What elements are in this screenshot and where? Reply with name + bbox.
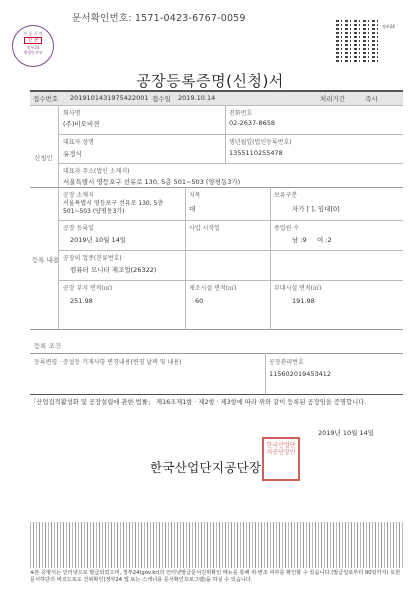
processing-value: 즉시 [365,95,378,103]
receipt-header [30,90,403,106]
industry-label: 공장의 업종(분류번호) [63,255,122,262]
birth-label: 생년월일(법인등록번호) [229,139,292,146]
addr-label: 대표자 주소(법인 소재지) [63,168,130,175]
site-area-value: 251.98 [70,297,93,305]
rep-label: 대표자 성명 [63,139,94,146]
mgmt-no-label: 공장관리번호 [269,359,304,366]
land-value: 대 [189,205,196,213]
rep-name: 유정식 [63,150,82,158]
addr-value: 서울특별시 영등포구 선유로 130, 5층 501~503 (양평동3가) [63,178,241,186]
factory-addr-label: 공장 소재지 [63,192,94,199]
receipt-no: 2019101431975422001 [70,94,149,102]
seal-mid-text: 정부24 [26,45,40,50]
factory-addr-value: 서울특별시 영등포구 선유로 130, 5층 501~503 (양평동3가) [63,200,164,215]
reg-date-label: 공장 등록일 [63,225,94,232]
company-label: 회사명 [63,110,81,117]
ownership-label: 보유구분 [274,192,298,199]
site-area-label: 공장 부지 면적(㎡) [63,285,113,292]
phone-value: 02-2637-8658 [229,119,276,127]
land-label: 지목 [189,192,201,199]
page-title: 공장등록증명(신청)서 [136,72,284,90]
certification-note: 「산업집적활성화 및 공장설립에 관한 법률」 제16조제1항 · 제2항 · 제3항에 따라 위와 같이 등록된 공장임을 증명합니다. [30,399,367,406]
mfg-area-value: 60 [195,297,204,305]
seal-mark: 진 본 [24,37,41,44]
birth-value: 1355110255478 [229,149,283,157]
reg-date-value: 2019년 10월 14일 [70,236,127,244]
authentication-seal [12,25,54,67]
history-label: 등록변경 · 증설등 기재사항 변경내용(변경 날짜 및 내용) [34,359,182,366]
document-check-number: 문서확인번호: 1571-0423-6767-0059 [72,13,246,24]
form-grid [30,105,403,395]
receipt-date: 2019.10.14 [178,94,216,102]
aux-area-label: 부대시설 면적(㎡) [274,285,322,292]
seal-bottom-text: 행정안전부 [23,50,43,55]
registration-section-label: 등록 내용 [32,256,60,264]
mgmt-no-value: 115602019453412 [269,370,332,378]
qr-code [336,20,378,62]
mfg-area-label: 제조시설 면적(㎡) [189,285,237,292]
employees-value: 남 :9 여 :2 [292,236,332,244]
receipt-no-label: 접수번호 [33,95,59,103]
issuer-name: 한국산업단지공단장 [150,460,262,475]
receipt-date-label: 접수일 [152,95,171,103]
seal-top-text: 인 증 기 관 [23,31,43,36]
employees-label: 종업원 수 [274,225,300,232]
company-name: (주)비오비젼 [63,120,100,128]
applicant-section-label: 신청인 [34,154,53,162]
aux-area-value: 191.98 [292,297,315,305]
condition-label: 등록 조건 [34,342,62,350]
phone-label: 전화번호 [229,110,253,117]
ownership-value: 자가 [ ], 임대[0] [292,205,340,213]
document-barcode [30,522,403,568]
industry-value: 컴퓨터 모니터 제조업(26322) [70,266,157,274]
official-stamp: 한국산업단지공단장인 [262,437,300,481]
qr-label: 정부24 [382,24,395,29]
start-label: 사업 시작일 [189,225,220,232]
footer-notice: ※본 증명서는 인터넷으로 발급되었으며, 정부24(gov.kr)의 인터넷발급문서진위확인 메뉴를 통해 위·변조 여부를 확인할 수 있습니다.(발급일로부터 90일까지) 또한 문서하단의 바코드로도 진위확인(정부24 앱 또는 스캐너용 문서확인프로그램)을 하실 수 있습니다. [30,570,401,583]
issue-date: 2019년 10월 14일 [318,429,375,437]
processing-label: 처리기간 [320,95,346,103]
